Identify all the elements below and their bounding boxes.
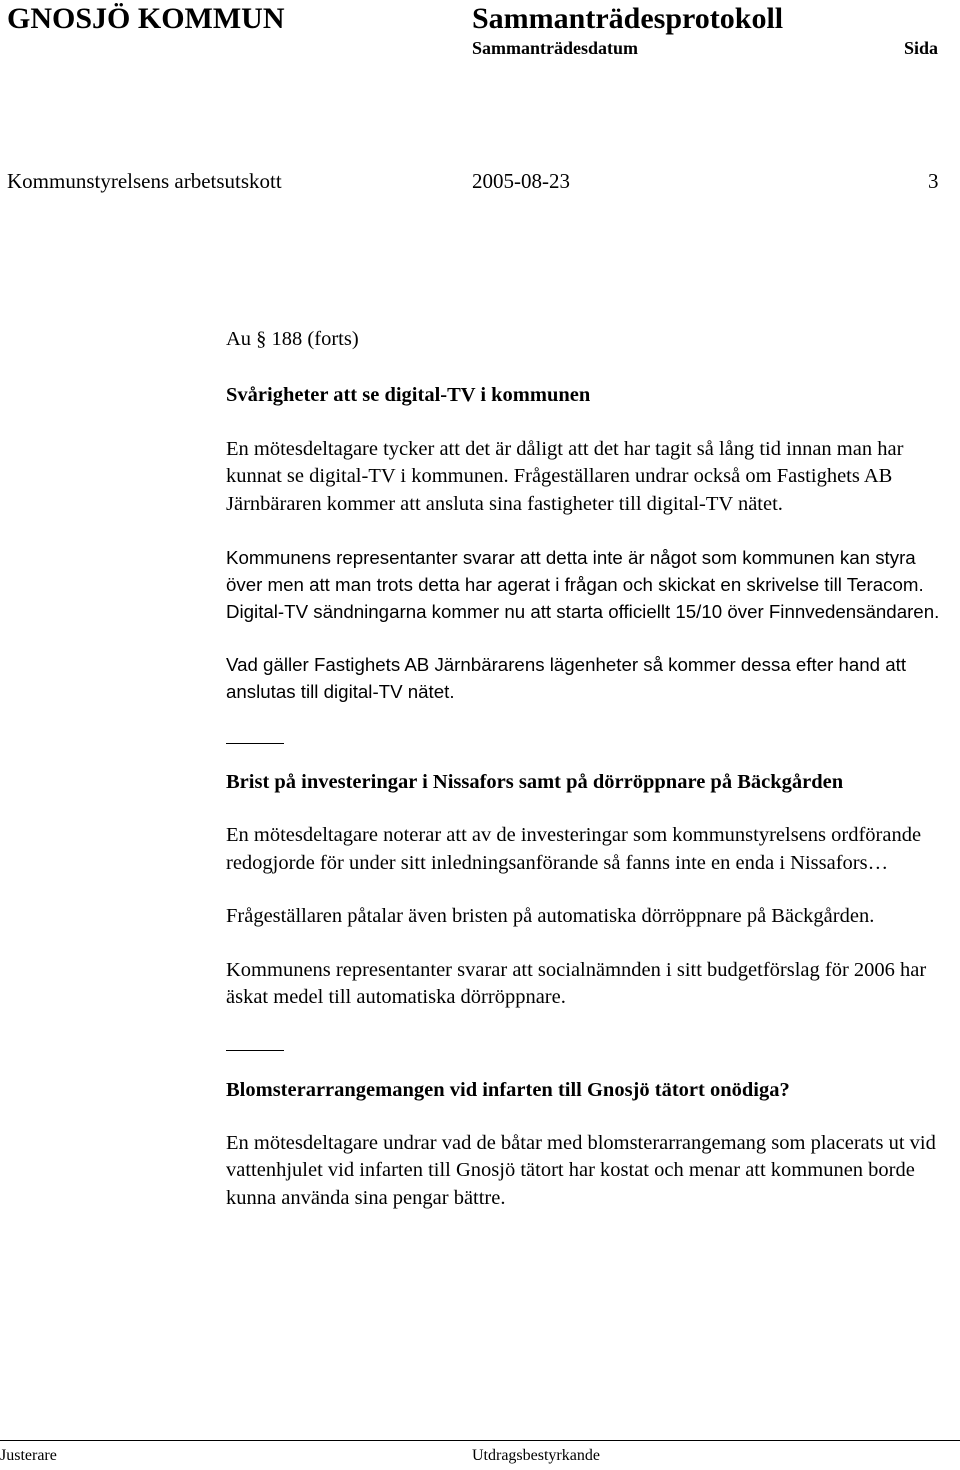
section-separator (226, 743, 284, 744)
protocol-body (226, 326, 956, 1212)
section-paragraph: Kommunens representanter svarar att socialnämnden i sitt budgetförslag för 2006 har äskat medel till automatiska dörröppnare. (226, 958, 927, 1008)
document-title: Sammanträdesprotokoll (472, 2, 784, 35)
section-paragraph: En mötesdeltagare noterar att av de investeringar som kommunstyrelsens ordförande redogjorde för under sitt inledningsanförande så fanns inte en enda i Nissafors… (226, 824, 922, 874)
committee-name: Kommunstyrelsens arbetsutskott (7, 169, 282, 193)
footer-rule (0, 1440, 960, 1441)
section-heading: Blomsterarrangemangen vid infarten till Gnosjö tätort onödiga? (226, 1078, 790, 1101)
meeting-date-label: Sammanträdesdatum (472, 38, 639, 58)
municipality-name: GNOSJÖ KOMMUN (7, 2, 285, 35)
meeting-date: 2005-08-23 (472, 169, 570, 193)
section-paragraph: Kommunens representanter svarar att detta inte är något som kommunen kan styra över men att man trots detta har agerat i frågan och skickat en skrivelse till Teracom. Digital-TV sändningarna kommer nu att starta officiellt 15/10 över Finnvedensändaren. (226, 547, 940, 622)
section-paragraph: Vad gäller Fastighets AB Järnbärarens lägenheter så kommer dessa efter hand att anslutas till digital-TV nätet. (226, 654, 907, 702)
page-label: Sida (904, 38, 939, 58)
extract-certification-label: Utdragsbestyrkande (472, 1447, 600, 1464)
section-separator (226, 1050, 284, 1051)
page-number: 3 (928, 169, 939, 193)
item-reference: Au § 188 (forts) (226, 328, 359, 350)
section-paragraph: En mötesdeltagare undrar vad de båtar med blomsterarrangemang som placerats ut vid vattenhjulet vid infarten till Gnosjö tätort har kostat och menar att kommunen borde kunna använda sina pengar bättre. (226, 1131, 936, 1209)
section-paragraph: Frågeställaren påtalar även bristen på automatiska dörröppnare på Bäckgården. (226, 905, 875, 927)
signer-label: Justerare (0, 1447, 57, 1464)
section-paragraph: En mötesdeltagare tycker att det är dåligt att det har tagit så lång tid innan man har kunnat se digital-TV i kommunen. Frågeställaren undrar också om Fastighets AB Järnbäraren kommer att ansluta sina fastigheter till digital-TV nätet. (226, 437, 904, 515)
section-heading: Brist på investeringar i Nissafors samt på dörröppnare på Bäckgården (226, 771, 844, 793)
section-heading: Svårigheter att se digital-TV i kommunen (226, 383, 591, 406)
